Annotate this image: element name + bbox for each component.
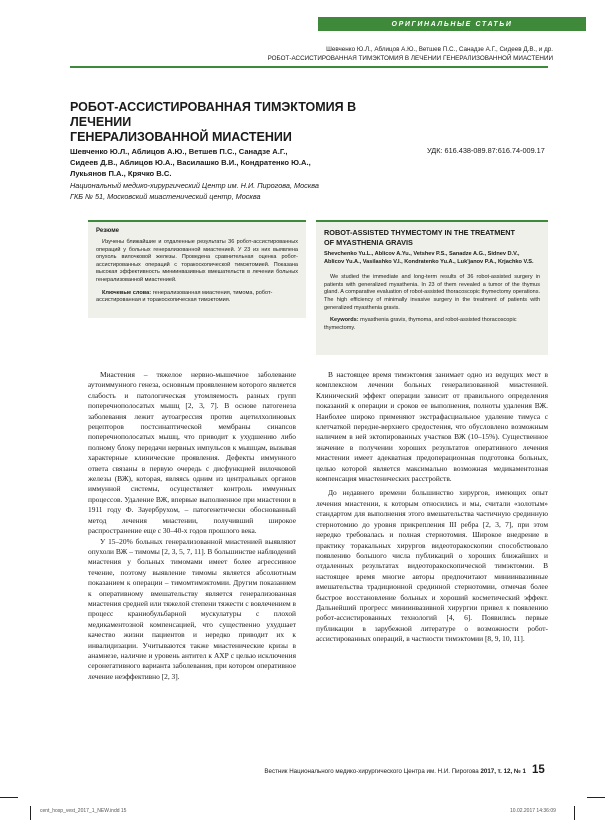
section-label: ОРИГИНАЛЬНЫЕ СТАТЬИ bbox=[318, 17, 586, 31]
journal-footer bbox=[220, 768, 526, 775]
affiliation-1: Национальный медико-хирургический Центр им. Н.И. Пирогова, Москва bbox=[70, 181, 319, 190]
abstract-ru bbox=[88, 222, 306, 318]
article-title bbox=[70, 100, 400, 145]
authors bbox=[70, 146, 340, 179]
crop-mark bbox=[30, 806, 31, 820]
body-paragraph: У 15–20% больных генерализованной миастенией выявляют опухоли ВЖ – тимомы [2, 3, 5, 7, 11]. В большинстве наблюдений миастения у больных тимомами имеет более агрессивное течение, поэтому выявление тимомы является абсолютным показанием к операции – тимомтимэктомии. Другим показанием к оперативному вмешательству является генерализованная миастения средней или тяжелой степени тяжести с вовлечением в процесс краниобульбарной мускулатуры с плохой медикаментозной компенсацией, что существенно ухудшает качество жизни пациентов и нередко приводит их к инвалидизации. Учитываются также миастенические кризы в анамнезе, наличие и уровень антител к АХР с целью исключения серонегативного варианта заболевания, при котором оперативное лечение неэффективно [2, 3]. bbox=[88, 536, 297, 681]
abstract-en-authors-line1: Shevchenko Yu.L., Ablicov A.Yu., Vetshev P.S., Sanadze A.G., Sidnev D.V., bbox=[324, 251, 520, 257]
affiliations bbox=[70, 180, 350, 202]
authors-line1: Шевченко Ю.Л., Аблицов А.Ю., Ветшев П.С., Санадзе А.Г., bbox=[70, 147, 288, 156]
authors-line2: Сидеев Д.В., Аблицов Ю.А., Василашко В.И., Кондратенко Ю.А., bbox=[70, 158, 311, 167]
crop-mark bbox=[0, 797, 18, 798]
keywords-ru-label: Ключевые слова: bbox=[102, 289, 152, 296]
crop-mark bbox=[574, 806, 575, 820]
abstract-en-keywords bbox=[324, 317, 540, 332]
body-right-column bbox=[316, 370, 548, 645]
print-date-info: 10.02.2017 14:36:09 bbox=[510, 808, 556, 814]
article-title-line1: РОБОТ-АССИСТИРОВАННАЯ ТИМЭКТОМИЯ В ЛЕЧЕНИИ bbox=[70, 100, 357, 129]
body-paragraph: В настоящее время тимэктомия занимает одно из ведущих мест в комплексном лечении больных генерализованной миастенией. Клинический эффект операции зависит от правильного определения показаний к операции и сроков ее выполнения, полноты удаления ВЖ. Наиболее широко применяют экстрафасциальное удаление тимуса с клетчаткой передне-верхнего средостения, что обусловлено возможным наличием в ней эктопированных участков ВЖ (10–15%). Существенное значение в получении хороших результатов оперативного лечения миастении имеет адекватная предоперационная подготовка больных, целью которой является максимально возможная медикаментозная компенсация миастенических расстройств. bbox=[316, 370, 548, 484]
keywords-en-text: myasthenia gravis, thymoma, and robot-assisted thoracoscopic thymectomy. bbox=[324, 317, 517, 331]
running-authors: Шевченко Ю.Л., Аблицов А.Ю., Ветшев П.С., Санадзе А.Г., Сидеев Д.В., и др. bbox=[326, 46, 553, 53]
header-divider bbox=[70, 66, 548, 68]
abstract-en-authors bbox=[324, 251, 540, 266]
udk-code: УДК: 616.438-089.87:616.74-009.17 bbox=[427, 146, 545, 155]
running-title: РОБОТ-АССИСТИРОВАННАЯ ТИМЭКТОМИЯ В ЛЕЧЕНИИ ГЕНЕРАЛИЗОВАННОЙ МИАСТЕНИИ bbox=[267, 55, 553, 62]
abstract-ru-text: Изучены ближайшие и отдаленные результаты 36 робот-ассистированных операций у больных генерализованной миастенией. У 23 из них выявлена опухоль вилочковой железы. Проведена сравнительная оценка робот-ассистированных операций с торакоскопической тимэктомией. Показана высокая эффективность миниинвазивных вмешательств в лечении больных генерализованной миастенией. bbox=[96, 239, 298, 283]
abstract-en bbox=[316, 222, 548, 355]
crop-mark bbox=[587, 797, 605, 798]
journal-name: Вестник Национального медико-хирургического Центра им. Н.И. Пирогова bbox=[264, 768, 479, 775]
body-left-column bbox=[88, 370, 296, 682]
page-number: 15 bbox=[532, 764, 545, 776]
abstract-en-authors-line2: Ablicov Yu.A., Vasilashko V.I., Kondratenko Yu.A., Luk'janov P.A., Krjachko V.S. bbox=[324, 258, 534, 265]
print-file-info: cent_hosp_vest_2017_1_NEW.indd 15 bbox=[40, 808, 127, 814]
journal-volume: 2017, т. 12, № 1 bbox=[480, 768, 526, 775]
article-title-line2: ГЕНЕРАЛИЗОВАННОЙ МИАСТЕНИИ bbox=[70, 130, 292, 144]
abstract-en-text: We studied the immediate and long-term results of 36 robot-assisted surgery in patients with generalized myasthenia. In 23 of them revealed a tumor of the thymus gland. A comparative evaluation of robot-assisted thoracoscopic thymectomy operations. The high efficiency of minimally invasive surgery in the treatment of patients with generalized myasthenia gravis. bbox=[324, 274, 540, 311]
body-paragraph: Миастения – тяжелое нервно-мышечное заболевание аутоиммунного генеза, основным проявлением которого является слабость и патологическая утомляемость разных групп поперечнополосатых мышц [2, 3, 7]. В основе патогенеза заболевания лежит аутоагрессия против ацетилхолиновых рецепторов постсинаптической мембраны синапсов поперечнополосатых мышц, что приводит к ухудшению либо полному блоку передачи нервных импульсов к мышцам, вызывая характерные клинические проявления. Дефекты иммунного ответа связаны в первую очередь с дисфункцией вилочковой железы (ВЖ), которая, являясь одним из центральных органов иммунной системы, осуществляет контроль иммунных процессов. Удаление ВЖ, впервые выполненное при миастении в 1911 году Ф. Зауербрухом, – патогенетически обоснованный метод лечения миастении, получивший широкое распространение еще с 30–40-х годов прошлого века. bbox=[88, 370, 296, 536]
abstract-en-title bbox=[324, 228, 540, 247]
abstract-ru-heading: Резюме bbox=[96, 228, 119, 234]
affiliation-2: ГКБ № 51, Московский миастенический центр, Москва bbox=[70, 192, 261, 201]
keywords-ru-text: генерализованная миастения, тимома, робот-ассистированная и торакоскопическая тимэктомия. bbox=[96, 289, 273, 304]
keywords-en-label: Keywords: bbox=[330, 317, 359, 324]
authors-line3: Лукьянов П.А., Крячко В.С. bbox=[70, 169, 172, 178]
abstract-ru-keywords bbox=[96, 290, 298, 305]
abstract-en-title-line1: ROBOT-ASSISTED THYMECTOMY IN THE TREATMENT bbox=[324, 228, 515, 237]
abstract-en-title-line2: OF MYASTHENIA GRAVIS bbox=[324, 237, 413, 247]
body-paragraph: До недавнего времени большинство хирургов, имеющих опыт лечения миастении, к которым относились и мы, считали «золотым» стандартом для выполнения этого вмешательства частичную срединную стернотомию до уровня прикрепления III ребра [2, 3, 7], при этом нередко требовалась и полная стернотомия. Широкое внедрение в практику торакальных хирургов видеоторакоскопии способствовало появлению большого числа публикаций о хороших ближайших и отдаленных результатах видеоторакоскопической тимэктомии. В настоящее время многие авторы предпочитают миниинвазивные вмешательства традиционной срединной стернотомии, отмечая более быстрое восстановление больных и хороший косметический эффект. Дальнейший прогресс миниинвазивной хирургии привел к появлению робот-ассистированных технологий [4, 6]. Появились первые публикации в зарубежной литературе о возможности робот-ассистированных операций, в частности тимэктомии [8, 9, 10, 11]. bbox=[316, 488, 548, 644]
